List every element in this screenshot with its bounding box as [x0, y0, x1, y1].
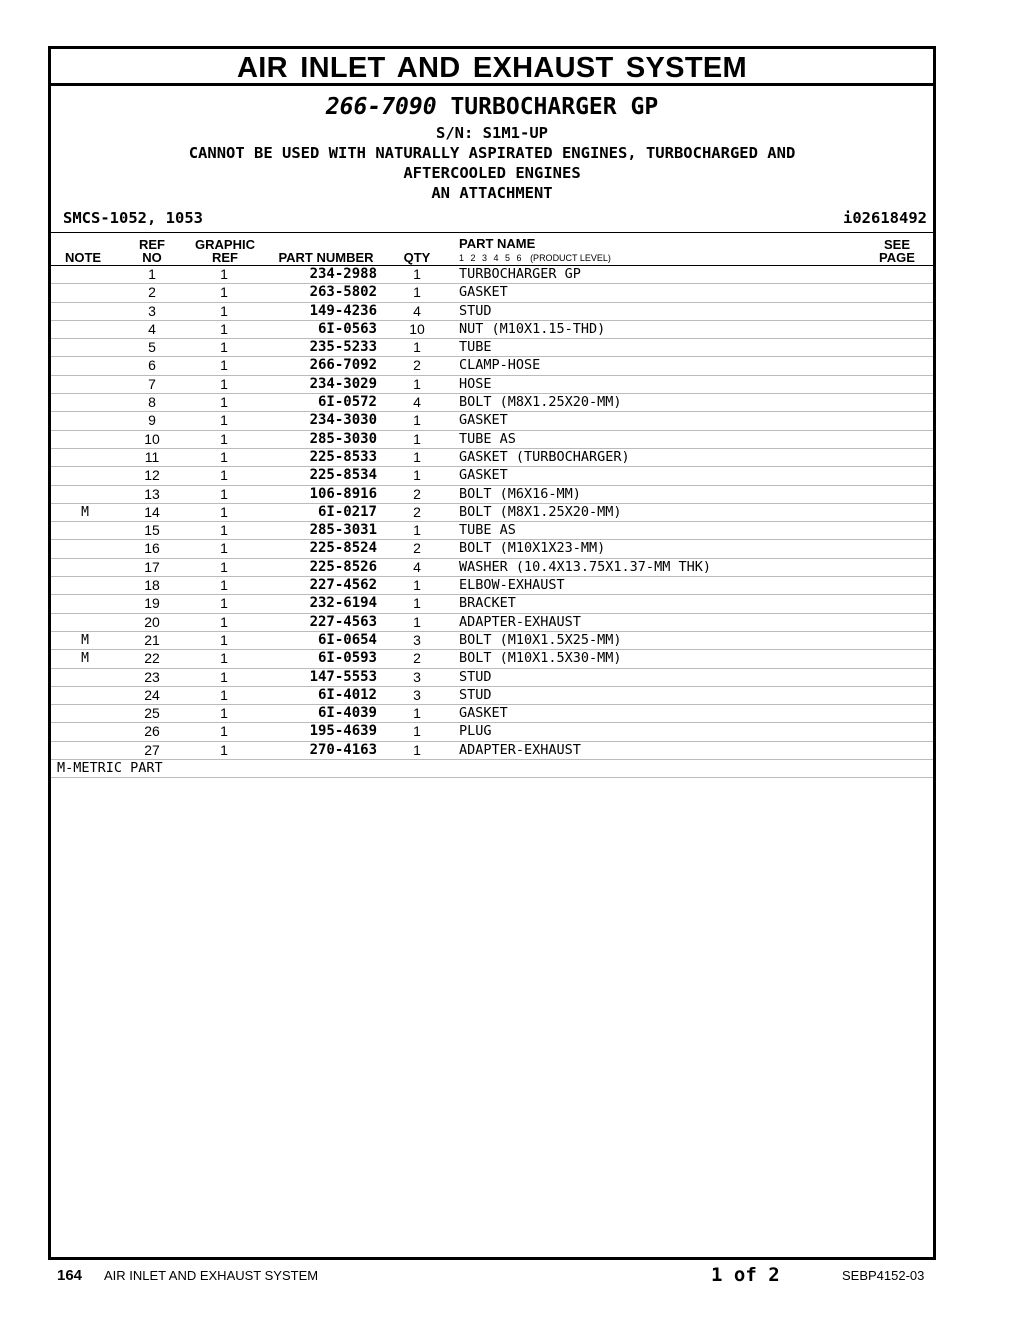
table-row [51, 356, 933, 374]
table-row [51, 686, 933, 704]
row-ref-no: 25 [144, 705, 160, 722]
document-number: SEBP4152-03 [842, 1268, 925, 1283]
row-qty: 2 [413, 485, 421, 502]
row-part-name: ADAPTER-EXHAUST [459, 613, 581, 630]
row-part-number: 234-3029 [309, 375, 377, 392]
header-rule [51, 232, 933, 233]
row-graphic-ref: 1 [220, 741, 228, 758]
row-qty: 1 [413, 339, 421, 356]
row-ref-no: 13 [144, 485, 160, 502]
row-graphic-ref: 1 [220, 540, 228, 557]
row-ref-no: 10 [144, 430, 160, 447]
row-part-number: 225-8533 [309, 448, 377, 465]
row-part-name: BOLT (M8X1.25X20-MM) [459, 503, 622, 520]
row-part-number: 106-8916 [309, 485, 377, 502]
row-part-name: TUBE AS [459, 430, 516, 447]
row-note: M [81, 504, 89, 520]
metric-legend: M-METRIC PART [57, 760, 163, 777]
row-qty: 3 [413, 668, 421, 685]
usage-note-line-1: CANNOT BE USED WITH NATURALLY ASPIRATED ENGINES, TURBOCHARGED AND [188, 144, 796, 162]
row-ref-no: 12 [144, 467, 160, 484]
row-ref-no: 24 [144, 686, 160, 703]
row-graphic-ref: 1 [220, 394, 228, 411]
row-qty: 3 [413, 686, 421, 703]
row-graphic-ref: 1 [220, 558, 228, 575]
row-qty: 4 [413, 394, 421, 411]
row-part-number: 6I-0217 [317, 503, 377, 520]
page-number: 164 [57, 1267, 83, 1284]
row-qty: 1 [413, 522, 421, 539]
row-part-name: GASKET [459, 467, 508, 484]
row-ref-no: 18 [144, 577, 160, 594]
row-part-number: 6I-0572 [317, 394, 377, 411]
col-header-qty: QTY [403, 250, 431, 265]
row-ref-no: 22 [144, 650, 160, 667]
row-part-number: 285-3031 [309, 522, 377, 539]
row-ref-no: 7 [148, 375, 156, 392]
table-row [51, 430, 933, 448]
row-note: M [81, 632, 89, 648]
table-row [51, 283, 933, 301]
row-graphic-ref: 1 [220, 522, 228, 539]
row-qty: 1 [413, 266, 421, 282]
row-part-name: GASKET [459, 412, 508, 429]
row-graphic-ref: 1 [220, 284, 228, 301]
row-qty: 2 [413, 650, 421, 667]
row-qty: 1 [413, 375, 421, 392]
table-row [51, 485, 933, 503]
row-qty: 2 [413, 357, 421, 374]
row-ref-no: 6 [148, 357, 156, 374]
row-part-number: 195-4639 [309, 723, 377, 740]
row-part-number: 285-3030 [309, 430, 377, 447]
row-ref-no: 1 [148, 266, 156, 282]
row-part-number: 235-5233 [309, 339, 377, 356]
table-row [51, 265, 933, 283]
row-ref-no: 26 [144, 723, 160, 740]
col-header-note: NOTE [64, 250, 102, 265]
row-graphic-ref: 1 [220, 320, 228, 337]
row-ref-no: 16 [144, 540, 160, 557]
table-row [51, 302, 933, 320]
row-part-name: WASHER (10.4X13.75X1.37-MM THK) [459, 558, 711, 575]
row-ref-no: 14 [144, 503, 160, 520]
row-ref-no: 2 [148, 284, 156, 301]
row-qty: 1 [413, 448, 421, 465]
row-part-name: BOLT (M8X1.25X20-MM) [459, 394, 622, 411]
row-graphic-ref: 1 [220, 668, 228, 685]
row-part-name: HOSE [459, 375, 492, 392]
row-part-number: 6I-0593 [317, 650, 377, 667]
table-row [51, 521, 933, 539]
row-ref-no: 3 [148, 302, 156, 319]
row-ref-no: 23 [144, 668, 160, 685]
row-ref-no: 27 [144, 741, 160, 758]
row-ref-no: 17 [144, 558, 160, 575]
row-graphic-ref: 1 [220, 577, 228, 594]
row-part-number: 6I-0654 [317, 631, 377, 648]
row-part-number: 6I-0563 [317, 320, 377, 337]
table-row [51, 320, 933, 338]
parts-table [51, 265, 933, 778]
row-qty: 2 [413, 540, 421, 557]
row-part-number: 227-4562 [309, 577, 377, 594]
page-footer [0, 1264, 1020, 1288]
row-ref-no: 8 [148, 394, 156, 411]
row-graphic-ref: 1 [220, 266, 228, 282]
row-qty: 1 [413, 705, 421, 722]
row-part-name: GASKET [459, 284, 508, 301]
row-part-name: STUD [459, 686, 492, 703]
col-header-graphic-1: GRAPHIC [195, 237, 255, 252]
row-part-name: ADAPTER-EXHAUST [459, 741, 581, 758]
row-part-number: 149-4236 [309, 302, 377, 319]
table-row [51, 576, 933, 594]
row-graphic-ref: 1 [220, 631, 228, 648]
row-part-name: BRACKET [459, 595, 516, 612]
row-qty: 1 [413, 467, 421, 484]
row-graphic-ref: 1 [220, 448, 228, 465]
row-ref-no: 4 [148, 320, 156, 337]
system-title: AIR INLET AND EXHAUST SYSTEM [51, 49, 933, 86]
group-part-number: 266-7090 [325, 94, 437, 120]
row-part-name: BOLT (M10X1.5X25-MM) [459, 631, 622, 648]
row-part-number: 6I-4039 [317, 705, 377, 722]
row-part-name: BOLT (M10X1X23-MM) [459, 540, 606, 557]
row-ref-no: 19 [144, 595, 160, 612]
row-graphic-ref: 1 [220, 357, 228, 374]
row-qty: 3 [413, 631, 421, 648]
smcs-code: SMCS-1052, 1053 [63, 209, 203, 227]
table-row [51, 466, 933, 484]
col-header-graphic-2: REF [212, 250, 238, 265]
row-part-number: 234-2988 [309, 266, 377, 282]
row-ref-no: 11 [144, 448, 160, 465]
row-part-number: 263-5802 [309, 284, 377, 301]
row-part-number: 234-3030 [309, 412, 377, 429]
row-part-number: 270-4163 [309, 741, 377, 758]
row-graphic-ref: 1 [220, 613, 228, 630]
col-header-ref-1: REF [139, 237, 165, 252]
usage-note-line-3: AN ATTACHMENT [431, 184, 553, 202]
row-part-name: BOLT (M6X16-MM) [459, 485, 581, 502]
row-qty: 4 [413, 558, 421, 575]
row-graphic-ref: 1 [220, 302, 228, 319]
table-row [51, 741, 933, 759]
row-graphic-ref: 1 [220, 650, 228, 667]
row-ref-no: 20 [144, 613, 160, 630]
row-part-name: STUD [459, 302, 492, 319]
illustration-id: i02618492 [843, 209, 927, 227]
col-header-ref-2: NO [142, 250, 162, 265]
table-row [51, 558, 933, 576]
col-header-part-number: PART NUMBER [278, 250, 374, 265]
row-qty: 4 [413, 302, 421, 319]
row-graphic-ref: 1 [220, 723, 228, 740]
row-graphic-ref: 1 [220, 375, 228, 392]
row-part-name: GASKET [459, 705, 508, 722]
table-row [51, 375, 933, 393]
row-part-name: NUT (M10X1.15-THD) [459, 320, 606, 337]
row-qty: 1 [413, 430, 421, 447]
row-qty: 1 [413, 595, 421, 612]
table-row [51, 649, 933, 667]
row-ref-no: 15 [144, 522, 160, 539]
row-graphic-ref: 1 [220, 503, 228, 520]
serial-range: S/N: S1M1-UP [436, 124, 548, 142]
row-part-number: 266-7092 [309, 357, 377, 374]
row-graphic-ref: 1 [220, 430, 228, 447]
row-graphic-ref: 1 [220, 705, 228, 722]
row-part-name: CLAMP-HOSE [459, 357, 541, 374]
row-qty: 1 [413, 723, 421, 740]
usage-note-line-2: AFTERCOOLED ENGINES [403, 164, 581, 182]
row-qty: 1 [413, 284, 421, 301]
table-row [51, 722, 933, 740]
table-row [51, 613, 933, 631]
row-graphic-ref: 1 [220, 686, 228, 703]
row-qty: 1 [413, 412, 421, 429]
table-row [51, 704, 933, 722]
row-note: M [81, 651, 89, 667]
table-row [51, 539, 933, 557]
row-graphic-ref: 1 [220, 485, 228, 502]
row-part-name: PLUG [459, 723, 492, 740]
row-graphic-ref: 1 [220, 339, 228, 356]
table-row [51, 594, 933, 612]
row-ref-no: 21 [144, 631, 160, 648]
parts-page-frame [48, 46, 936, 1260]
row-graphic-ref: 1 [220, 412, 228, 429]
row-part-name: TUBE [459, 339, 492, 356]
row-graphic-ref: 1 [220, 595, 228, 612]
row-qty: 1 [413, 577, 421, 594]
row-part-name: BOLT (M10X1.5X30-MM) [459, 650, 622, 667]
page-of: 1 of 2 [711, 1264, 780, 1286]
table-row [51, 448, 933, 466]
row-ref-no: 5 [148, 339, 156, 356]
row-part-name: STUD [459, 668, 492, 685]
product-level-numbers: 1 2 3 4 5 6 [459, 253, 522, 263]
table-row [51, 338, 933, 356]
group-title [51, 93, 933, 121]
product-level-label: (PRODUCT LEVEL) [530, 253, 611, 263]
row-part-name: TUBE AS [459, 522, 516, 539]
row-part-name: GASKET (TURBOCHARGER) [459, 448, 630, 465]
col-header-see-2: PAGE [879, 250, 915, 265]
row-part-number: 225-8534 [309, 467, 377, 484]
col-header-part-name: PART NAME [459, 236, 536, 251]
group-part-name: TURBOCHARGER GP [450, 94, 659, 120]
table-row [51, 631, 933, 649]
row-part-number: 147-5553 [309, 668, 377, 685]
row-ref-no: 9 [148, 412, 156, 429]
row-part-number: 225-8524 [309, 540, 377, 557]
row-qty: 1 [413, 741, 421, 758]
row-qty: 1 [413, 613, 421, 630]
table-row [51, 503, 933, 521]
row-part-number: 227-4563 [309, 613, 377, 630]
col-header-see-1: SEE [883, 237, 910, 252]
row-graphic-ref: 1 [220, 467, 228, 484]
row-qty: 2 [413, 503, 421, 520]
row-part-number: 225-8526 [309, 558, 377, 575]
row-part-name: ELBOW-EXHAUST [459, 577, 565, 594]
row-part-number: 6I-4012 [317, 686, 377, 703]
footer-section: AIR INLET AND EXHAUST SYSTEM [104, 1268, 319, 1283]
table-row [51, 393, 933, 411]
row-part-name: TURBOCHARGER GP [459, 266, 581, 282]
row-part-number: 232-6194 [309, 595, 377, 612]
legend-row [51, 759, 933, 778]
table-row [51, 668, 933, 686]
row-qty: 10 [409, 320, 425, 337]
table-row [51, 411, 933, 429]
product-levels [459, 253, 611, 263]
